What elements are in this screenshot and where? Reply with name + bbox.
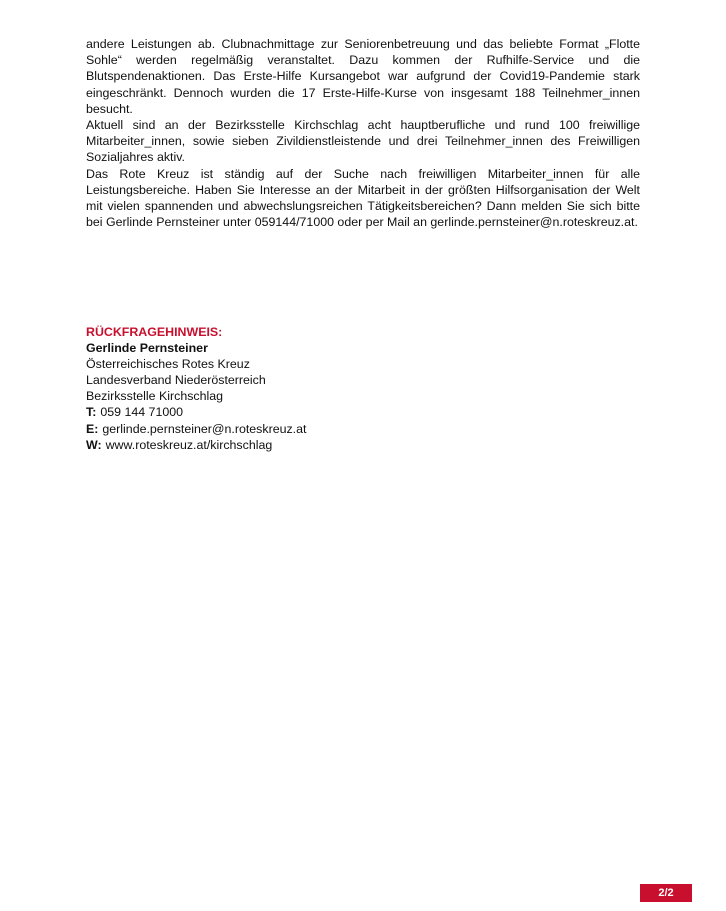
paragraph-staff: Aktuell sind an der Bezirksstelle Kirchschlag acht hauptberufliche und rund 100 freiwillige Mitarbeiter_innen, sowie sieben Zivildienstleistende und drei Teilnehmer_innen des Freiwilligen Sozialjahres aktiv. xyxy=(86,118,640,165)
paragraph-volunteer-call: Das Rote Kreuz ist ständig auf der Suche nach freiwilligen Mitarbeiter_innen für alle Leistungsbereiche. Haben Sie Interesse an der Mitarbeit in der größten Hilfsorganisation der Welt mit vielen spannenden und abwechslungsreichen Tätigkeitsbereichen? Dann melden Sie sich bitte bei Gerlinde Pernsteiner unter 059144/71000 oder per Mail an gerlinde.pernsteiner@n.roteskreuz.at. xyxy=(86,166,640,230)
contact-heading: RÜCKFRAGEHINWEIS: xyxy=(86,325,223,339)
contact-organization: Österreichisches Rotes Kreuz xyxy=(86,357,250,372)
email-label: E: xyxy=(86,421,99,436)
web-link[interactable]: www.roteskreuz.at/kirchschlag xyxy=(105,437,273,452)
page-number-badge: 2/2 xyxy=(640,884,692,902)
contact-name: Gerlinde Pernsteiner xyxy=(86,341,208,356)
web-label: W: xyxy=(86,437,102,452)
contact-email-row xyxy=(86,421,506,437)
phone-value: 059 144 71000 xyxy=(100,405,184,420)
contact-branch: Bezirksstelle Kirchschlag xyxy=(86,389,224,404)
press-release-body xyxy=(86,36,640,230)
contact-block xyxy=(86,324,506,453)
phone-label: T: xyxy=(86,405,97,420)
contact-web-row xyxy=(86,437,506,453)
contact-phone-row xyxy=(86,404,506,420)
contact-region: Landesverband Niederösterreich xyxy=(86,373,266,388)
email-link[interactable]: gerlinde.pernsteiner@n.roteskreuz.at xyxy=(102,421,307,436)
paragraph-services: andere Leistungen ab. Clubnachmittage zur Seniorenbetreuung und das beliebte Format „Flotte Sohle“ werden regelmäßig veranstaltet. Dazu kommen der Rufhilfe-Service und die Blutspendenaktionen. Das Erste-Hilfe Kursangebot war aufgrund der Covid19-Pandemie stark eingeschränkt. Dennoch wurden die 17 Erste-Hilfe-Kurse von insgesamt 188 Teilnehmer_innen besucht. xyxy=(86,37,640,116)
